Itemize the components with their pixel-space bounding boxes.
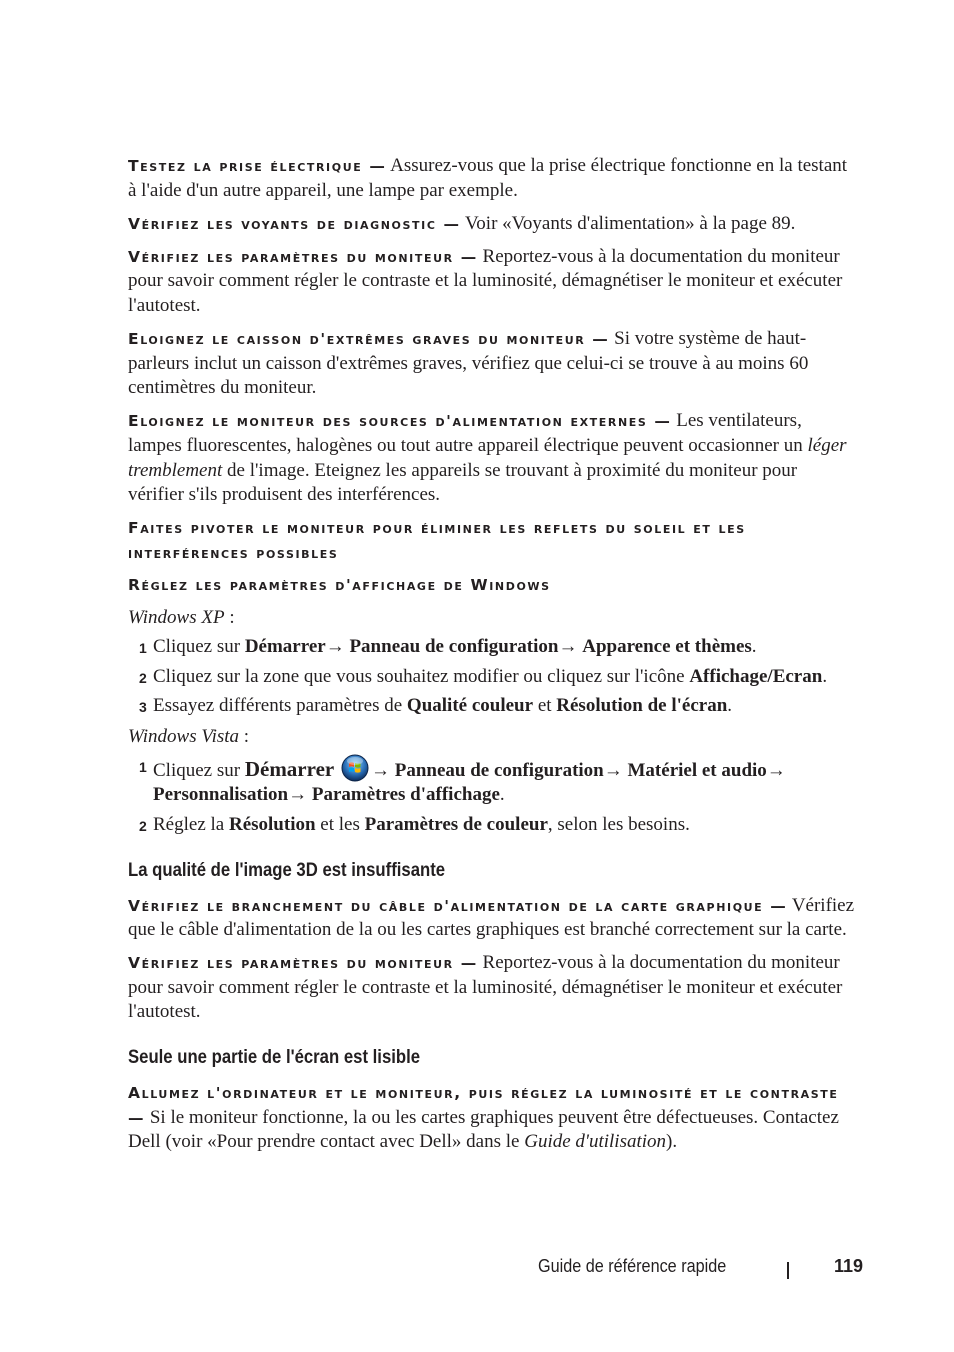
windows-vista-steps [128,754,856,838]
section-heading: Eloignez le moniteur des sources d'alimentation externes — [128,412,672,431]
section-text-italic: Guide d'utilisation [524,1131,667,1153]
section-rotate-monitor [128,516,856,565]
section-test-outlet [128,154,856,203]
section-text: Les ventilateurs, lampes fluorescentes, halogènes ou tout autre appareil électrique peuvent occasionner un [128,410,803,456]
section-heading: Eloignez le caisson d'extrêmes graves du moniteur — [128,330,610,349]
section-text: Voir «Voyants d'alimentation» à la page 89. [465,212,796,234]
section-text: Si votre système de haut-parleurs inclut un caisson d'extrêmes graves, vérifiez que celui-ci se trouve à au moins 60 centimètres du moniteur. [128,328,809,399]
xp-step-1: 1 Cliquez sur Démarrer→ Panneau de configuration→ Apparence et thèmes. [139,636,757,657]
section-text: Vérifiez que le câble d'alimentation de la ou les cartes graphiques est branché correctement sur la carte. [128,894,855,941]
windows-vista-start-orb-icon [341,754,369,782]
section-heading: Réglez les paramètres d'affichage de Windows [128,576,551,595]
page-footer [538,1256,863,1282]
windows-xp-label: Windows XP : [128,607,235,628]
section-external-power [128,409,856,507]
section-heading: Faites pivoter le moniteur pour éliminer les reflets du soleil et les interférences possibles [128,519,746,562]
section-text: ). [666,1131,678,1153]
section-heading: Vérifiez le branchement du câble d'alimentation de la carte graphique — [128,896,788,915]
section-heading: Testez la prise électrique — [128,157,387,175]
section-heading: Allumez l'ordinateur et le moniteur, puis réglez la luminosité et le contraste — [128,1084,839,1127]
page-content [128,154,856,1163]
section-monitor-settings-2 [128,951,856,1025]
section-text-italic: léger tremblement [128,434,847,481]
section-turn-on [128,1081,856,1155]
page-number: 119 [833,1256,863,1276]
windows-xp-steps [128,635,856,719]
section-text: Si le moniteur fonctionne, la ou les cartes graphiques peuvent être défectueuses. Contactez Dell (voir «Pour prendre contact avec Dell» dans le [128,1106,839,1153]
section-subwoofer [128,327,856,401]
section-text: Reportez-vous à la documentation du moniteur pour savoir comment régler le contraste et la luminosité, démagnétiser le moniteur et exécuter l'autotest. [128,952,843,1023]
footer-divider [787,1262,789,1279]
windows-vista-label: Windows Vista : [128,725,250,747]
section-text: Assurez-vous que la prise électrique fonctionne en la testant à l'aide d'un autre appareil, une lampe par exemple. [128,155,848,201]
subheading-3d-quality: La qualité de l'image 3D est insuffisante [128,859,446,881]
section-monitor-settings [128,245,856,319]
section-power-cable [128,894,856,943]
section-text: de l'image. Eteignez les appareils se trouvant à proximité du moniteur pour vérifier s'ils produisent des interférences. [128,459,798,506]
xp-step-3: 3 Essayez différents paramètres de Qualité couleur et Résolution de l'écran. [139,695,733,717]
section-heading: Vérifiez les paramètres du moniteur — [128,247,478,266]
vista-step-2: 2 Réglez la Résolution et les Paramètres de couleur, selon les besoins. [139,813,690,835]
section-heading: Vérifiez les paramètres du moniteur — [128,954,478,973]
vista-step-1: 1 Cliquez sur Démarrer → Panneau de configuration→ Matériel et audio→ Personnalisation→ Paramètres d'affichage. [128,754,856,808]
section-text: Reportez-vous à la documentation du moniteur pour savoir comment régler le contraste et la luminosité, démagnétiser le moniteur et exécuter l'autotest. [128,245,843,316]
footer-title: Guide de référence rapide [538,1256,727,1276]
subheading-partial-screen: Seule une partie de l'écran est lisible [128,1047,421,1069]
section-check-lights [128,212,856,237]
section-windows-display [128,573,856,598]
xp-step-2: 2 Cliquez sur la zone que vous souhaitez modifier ou cliquez sur l'icône Affichage/Ecran. [139,665,828,687]
section-heading: Vérifiez les voyants de diagnostic — [128,214,461,233]
